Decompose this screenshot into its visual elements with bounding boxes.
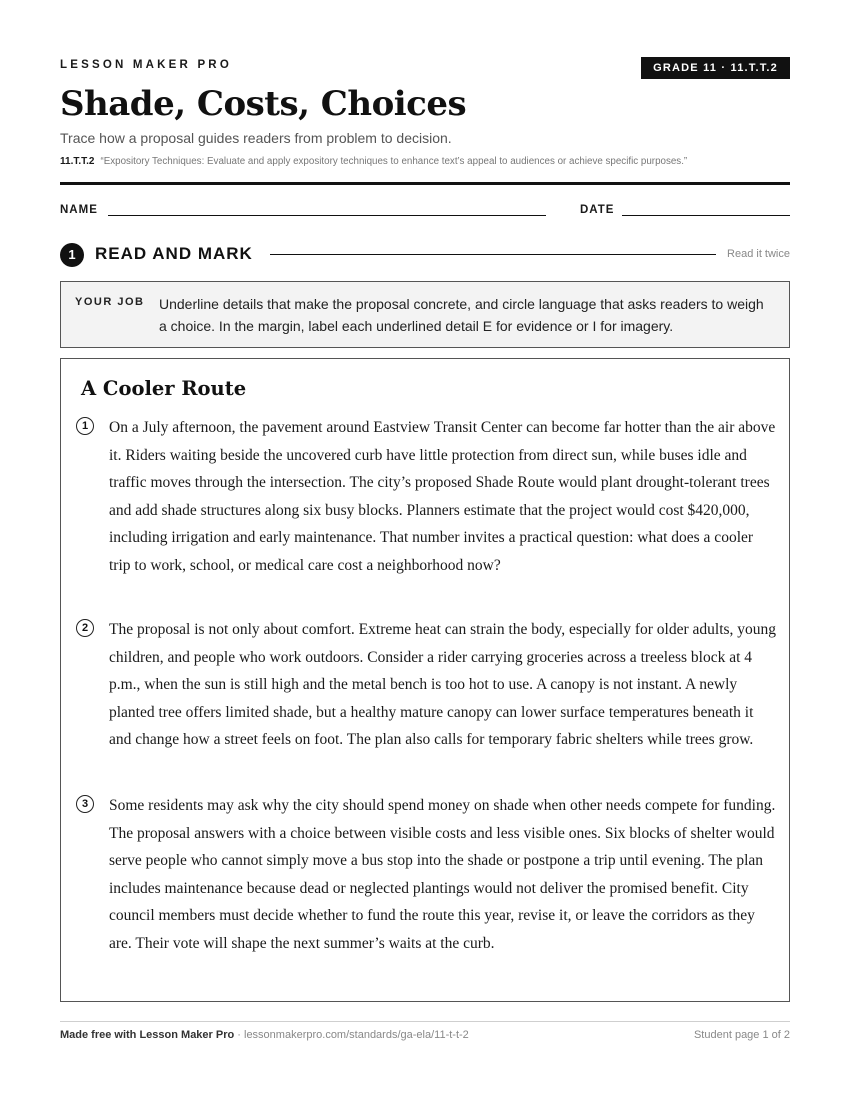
paragraph-text: On a July afternoon, the pavement around Eastview Transit Center can become far hotter than the air above it. Riders waiting beside the uncovered curb have little protection from direct sun, while buses idle and traffic moves through the intersection. The city’s proposed Shade Route would plant drought-tolerant trees and add shade structures along six busy blocks. Planners estimate that the project would cost $420,000, including irrigation and early maintenance. That number invites a practical question: what does a cooler trip to work, school, or medical care cost a neighborhood now? — [109, 419, 776, 574]
name-field[interactable] — [108, 215, 546, 216]
brand-name: LESSON MAKER PRO — [60, 59, 232, 71]
section-number-badge: 1 — [60, 243, 84, 267]
instructions-box — [60, 281, 790, 348]
page-subtitle: Trace how a proposal guides readers from problem to decision. — [60, 130, 452, 146]
name-date-row — [60, 204, 790, 220]
paragraph-text: The proposal is not only about comfort. Extreme heat can strain the body, especially for older adults, young children, and people who work outdoors. Consider a rider carrying groceries across a treeless block at 4 p.m., when the sun is still high and the metal bench is too hot to use. A canopy is not instant. A newly planted tree offers limited shade, but a healthy mature canopy can lower surface temperatures beneath it and change how a street feels on foot. The plan also calls for temporary fabric shelters while trees grow. — [109, 621, 777, 748]
footer-credit: Made free with Lesson Maker Pro — [60, 1029, 235, 1041]
page-title: Shade, Costs, Choices — [60, 84, 467, 124]
paragraph-number: 1 — [76, 417, 94, 435]
standard-line — [60, 156, 687, 167]
paragraph-number: 3 — [76, 795, 94, 813]
instructions-label: YOUR JOB — [75, 296, 145, 308]
grade-badge: GRADE 11 · 11.T.T.2 — [641, 57, 790, 79]
reading-passage-box — [60, 358, 790, 1002]
section-header — [60, 243, 790, 267]
footer-separator: · — [234, 1029, 244, 1041]
date-label: DATE — [580, 204, 615, 216]
standard-code: 11.T.T.2 — [60, 156, 95, 167]
header-divider — [60, 182, 790, 185]
section-title: READ AND MARK — [95, 244, 253, 263]
paragraph-number: 2 — [76, 619, 94, 637]
instructions-text: Underline details that make the proposal concrete, and circle language that asks readers to weigh a choice. In the margin, label each underlined detail E for evidence or I for imagery. — [159, 296, 764, 334]
name-label: NAME — [60, 204, 98, 216]
passage-title: A Cooler Route — [81, 377, 247, 400]
brand-row — [60, 57, 790, 81]
paragraph-text: Some residents may ask why the city should spend money on shade when other needs compete for funding. The proposal answers with a choice between visible costs and less visible ones. Six blocks of shelter would serve people who cannot simply move a bus stop into the shade or postpone a trip until evening. The plan includes maintenance because dead or neglected plantings would not deliver the promised benefit. City council members must decide whether to fund the route this year, revise it, or leave the corridors as they are. Their vote will shape the next summer’s waits at the curb. — [109, 797, 776, 952]
standard-text: “Expository Techniques: Evaluate and apply expository techniques to enhance text’s appeal to audiences or achieve specific purposes.” — [100, 156, 688, 167]
page-number: Student page 1 of 2 — [693, 1029, 790, 1041]
footer-divider — [60, 1021, 790, 1022]
section-note: Read it twice — [727, 248, 790, 260]
section-divider — [270, 254, 716, 255]
date-field[interactable] — [622, 215, 790, 216]
page-footer — [60, 1029, 790, 1043]
footer-url[interactable]: lessonmakerpro.com/standards/ga-ela/11-t-t-2 — [244, 1029, 469, 1041]
worksheet-page — [60, 0, 790, 1100]
